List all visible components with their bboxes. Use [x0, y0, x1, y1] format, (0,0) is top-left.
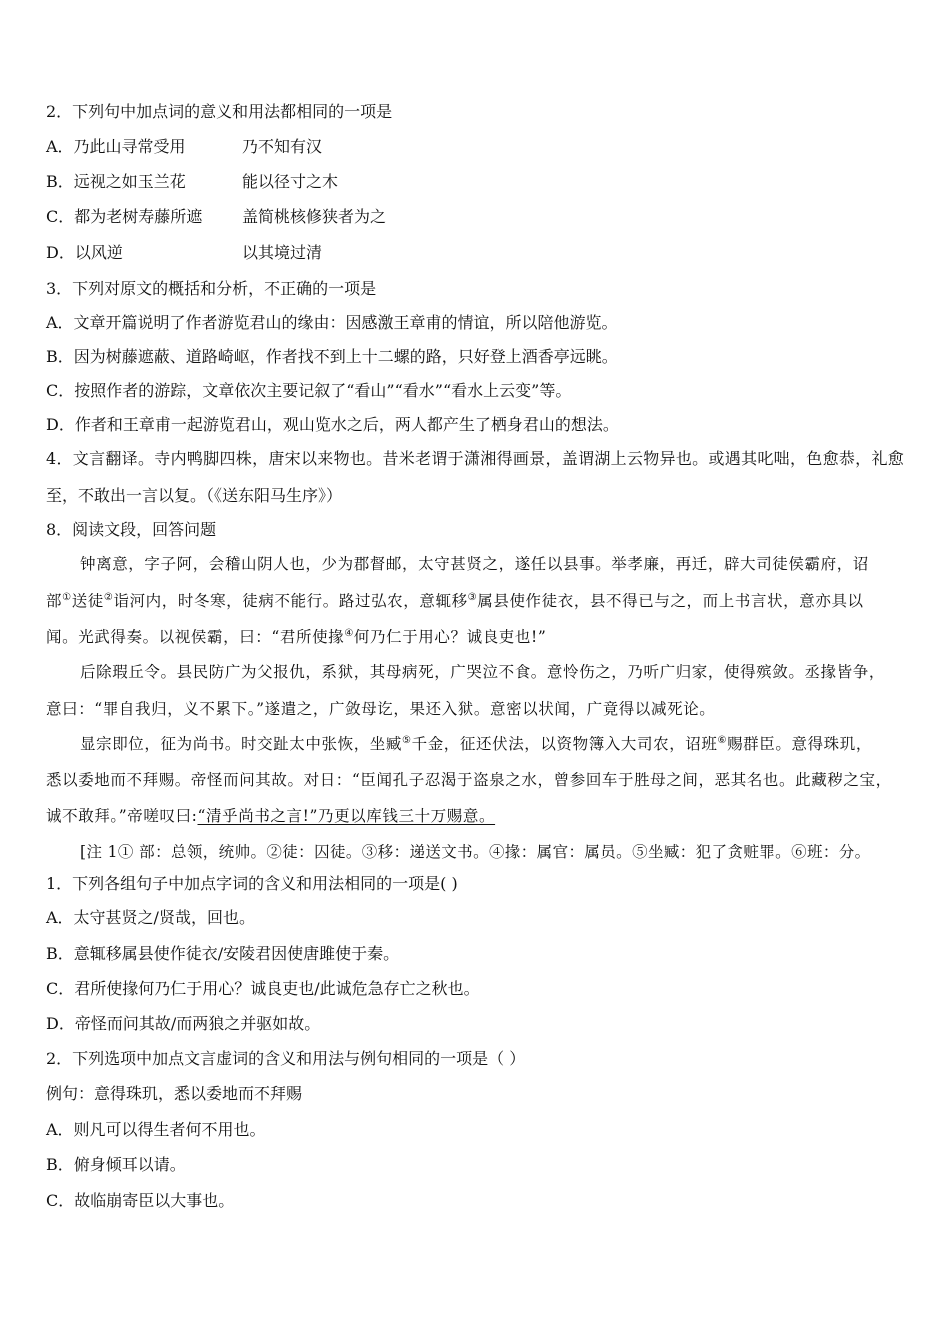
- q2b-option-c: C．故临崩寄臣以大事也。: [46, 1191, 235, 1210]
- passage-p1-line-2: [46, 591, 864, 611]
- q2-option-c-left: C．都为老树寿藤所遮: [46, 207, 203, 226]
- footnote-mark-2: ②: [103, 591, 114, 603]
- passage-p3-line-3: [46, 806, 495, 826]
- q2-option-a: [46, 137, 546, 157]
- passage-p3-line-1: [80, 734, 872, 754]
- q2-option-c: [46, 207, 546, 227]
- q3-option-b: B．因为树藤遮蔽、道路崎岖，作者找不到上十二螺的路，只好登上酒香亭远眺。: [46, 347, 618, 366]
- footnote-mark-5: ⑤: [402, 734, 412, 746]
- q1-option-d: D．帝怪而问其故/而两狼之并驱如故。: [46, 1014, 321, 1033]
- q2-option-d-right: 以其境过清: [242, 243, 323, 262]
- q2-option-a-left: A．乃此山寻常受用: [46, 137, 186, 156]
- q2-option-a-right: 乃不知有汉: [242, 137, 323, 156]
- passage-text: 显宗即位，征为尚书。时交趾太中张恢，坐臧: [80, 735, 403, 753]
- passage-p2-line-1: 后除瑕丘令。县民防广为父报仇，系狱，其母病死，广哭泣不食。意怜伤之，乃听广归家，使得殡敛。丞掾皆争，: [80, 663, 886, 681]
- q3-option-a: A．文章开篇说明了作者游览君山的缘由：因感激王章甫的情谊，所以陪他游览。: [46, 313, 618, 332]
- footnotes: [注 1① 部：总领，统帅。②徒：囚徒。③移：递送文书。④掾：属官：属员。⑤坐臧：犯了贪赃罪。⑥班：分。: [80, 843, 871, 861]
- passage-text: 闻。光武得奏。以视侯霸，曰：“君所使掾: [46, 628, 345, 646]
- q2b-option-b: B．俯身倾耳以请。: [46, 1155, 186, 1174]
- q2-option-b-right: 能以径寸之木: [242, 172, 339, 191]
- q4-line-2: 至，不敢出一言以复。（《送东阳马生序》）: [46, 486, 343, 505]
- footnote-mark-3: ③: [467, 591, 478, 603]
- passage-text: 送徒: [71, 592, 104, 610]
- q8-title: 8．阅读文段，回答问题: [46, 520, 217, 539]
- passage-text: 赐群臣。意得珠玑，: [727, 735, 872, 753]
- q2-option-b-left: B．远视之如玉兰花: [46, 172, 186, 191]
- passage-text: 属县使作徒衣，县不得已与之，而上书言状，意亦具以: [477, 592, 864, 610]
- q2b-option-a: A．则凡可以得生者何不用也。: [46, 1120, 266, 1139]
- passage-text: 千金，征还伏法，以资物簿入大司农，诏班: [411, 735, 718, 753]
- passage-text: 诚不敢拜。”帝嗟叹曰:: [46, 807, 198, 825]
- q2-option-d: [46, 243, 546, 263]
- q4-line-1: 4．文言翻译。寺内鸭脚四株，唐宋以来物也。昔米老谓于潇湘得画景，盖谓湖上云物异也。或遇其叱咄，色愈恭，礼愈: [46, 449, 905, 468]
- passage-p3-line-2: 悉以委地而不拜赐。帝怪而问其故。对日：“臣闻孔子忍渴于盗泉之水，曾参回车于胜母之间，恶其名也。此藏秽之宝，: [46, 771, 892, 789]
- q1-option-b: B．意辄移属县使作徒衣/安陵君因使唐雎使于秦。: [46, 944, 400, 963]
- q2-option-c-right: 盖简桃核修狭者为之: [242, 207, 387, 226]
- q2-option-d-left: D．以风逆: [46, 243, 123, 262]
- footnote-mark-1: ①: [62, 591, 72, 603]
- footnote-mark-6: ⑥: [717, 734, 728, 746]
- passage-text: 诣河内，时冬寒，徒病不能行。路过弘农，意辄移: [113, 592, 468, 610]
- passage-p1-line-3: [46, 627, 546, 647]
- q3-option-d: D．作者和王章甫一起游览君山，观山览水之后，两人都产生了栖身君山的想法。: [46, 415, 619, 434]
- footnote-mark-4: ④: [344, 627, 354, 639]
- q2-option-b: [46, 172, 546, 192]
- passage-text: 何乃仁于用心？诚良吏也!”: [353, 628, 547, 646]
- passage-text: 部: [46, 592, 63, 610]
- q2b-example: 例句：意得珠玑，悉以委地而不拜赐: [46, 1084, 303, 1103]
- q2b-stem: 2．下列选项中加点文言虚词的含义和用法与例句相同的一项是（ ）: [46, 1049, 526, 1068]
- passage-p2-line-2: 意曰：“罪自我归，义不累下。”遂遣之，广敛母讫，果还入狱。意密以状闻，广竟得以减死论。: [46, 700, 716, 718]
- q3-option-c: C．按照作者的游踪，文章依次主要记叙了“看山”“看水”“看水上云变”等。: [46, 381, 572, 400]
- q1-option-c: C．君所使掾何乃仁于用心？诚良吏也/此诚危急存亡之秋也。: [46, 979, 480, 998]
- q1-option-a: A．太守甚贤之/贤哉，回也。: [46, 908, 255, 927]
- passage-p1-line-1: 钟离意，字子阿，会稽山阴人也，少为郡督邮，太守甚贤之，遂任以县事。举孝廉，再迁，辟大司徒侯霸府，诏: [80, 555, 869, 573]
- q3-stem: 3．下列对原文的概括和分析，不正确的一项是: [46, 279, 377, 298]
- q2-stem: 2．下列句中加点词的意义和用法都相同的一项是: [46, 102, 393, 121]
- q1-stem: 1．下列各组句子中加点字词的含义和用法相同的一项是( ): [46, 874, 458, 893]
- underlined-sentence: “清乎尚书之言!”乃更以库钱三十万赐意。: [197, 807, 496, 825]
